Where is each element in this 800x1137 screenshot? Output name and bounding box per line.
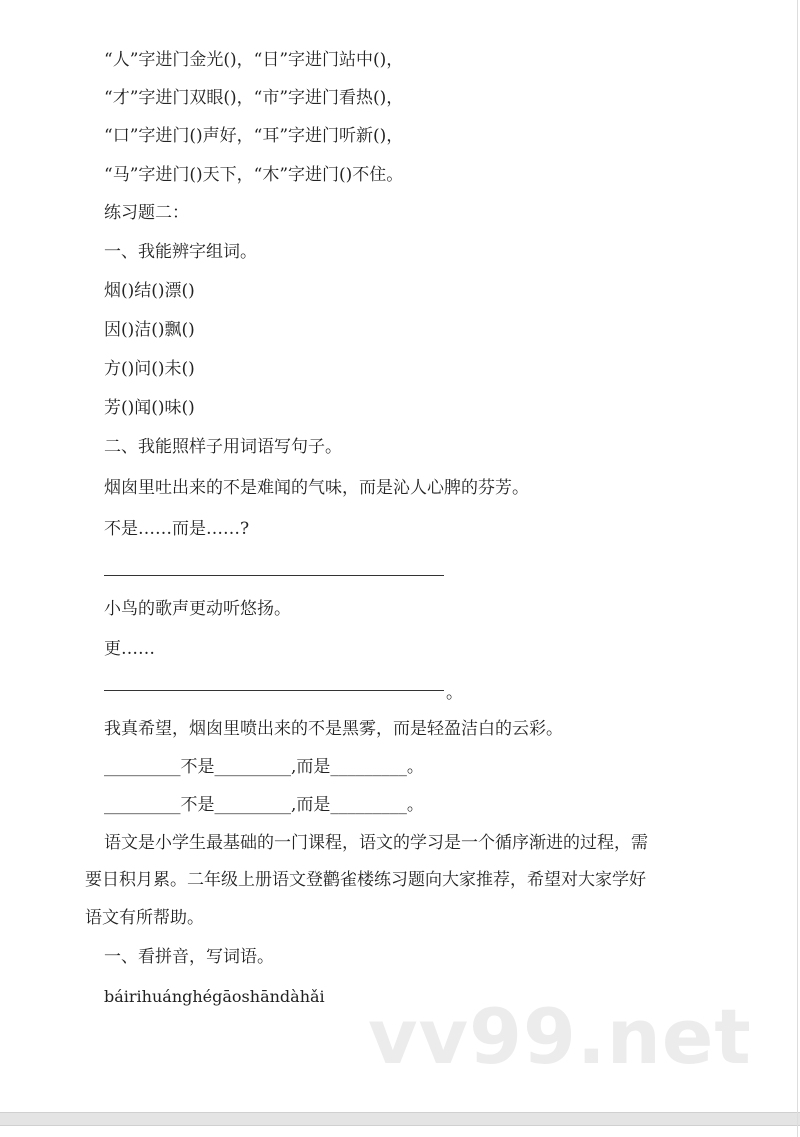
answer-blank-line	[104, 575, 444, 576]
paragraph-line: 语文有所帮助。	[85, 908, 204, 928]
question-heading: 一、我能辨字组词。	[104, 242, 257, 262]
text-line: 方()问()未()	[104, 359, 195, 379]
watermark: vv99.net	[368, 992, 752, 1081]
text-line: 更……	[104, 639, 155, 659]
text-line: 不是……而是……?	[104, 519, 250, 539]
text-line: 因()洁()飘()	[104, 320, 195, 340]
paragraph-line: 要日积月累。二年级上册语文登鹳雀楼练习题向大家推荐，希望对大家学好	[85, 870, 646, 890]
text-line: 烟囱里吐出来的不是难闻的气味，而是沁人心脾的芬芳。	[104, 478, 529, 498]
text-line: “口”字进门()声好，“耳”字进门听新()，	[104, 126, 404, 146]
text-line: 芳()闻()味()	[104, 398, 195, 418]
paragraph-line: 语文是小学生最基础的一门课程，语文的学习是一个循序渐进的过程，需	[104, 833, 648, 853]
fill-in-line: _________不是_________,而是_________。	[104, 795, 424, 815]
fill-in-line: _________不是_________,而是_________。	[104, 757, 424, 777]
text-line: 烟()结()漂()	[104, 281, 195, 301]
text-line: “马”字进门()天下，“木”字进门()不住。	[104, 165, 404, 185]
answer-blank-line	[104, 690, 444, 691]
text-line: “才”字进门双眼()，“市”字进门看热()，	[104, 88, 404, 108]
period: 。	[446, 683, 463, 703]
pinyin-line: báirihuánghégāoshāndàhǎi	[104, 987, 325, 1006]
section-heading: 练习题二：	[104, 203, 189, 223]
text-line: 我真希望，烟囱里喷出来的不是黑雾，而是轻盈洁白的云彩。	[104, 719, 563, 739]
question-heading: 二、我能照样子用词语写句子。	[104, 437, 342, 457]
text-line: 小鸟的歌声更动听悠扬。	[104, 599, 291, 619]
page-separator	[0, 1112, 800, 1126]
page-edge	[797, 0, 798, 1137]
question-heading: 一、看拼音，写词语。	[104, 947, 274, 967]
text-line: “人”字进门金光()，“日”字进门站中()，	[104, 50, 404, 70]
